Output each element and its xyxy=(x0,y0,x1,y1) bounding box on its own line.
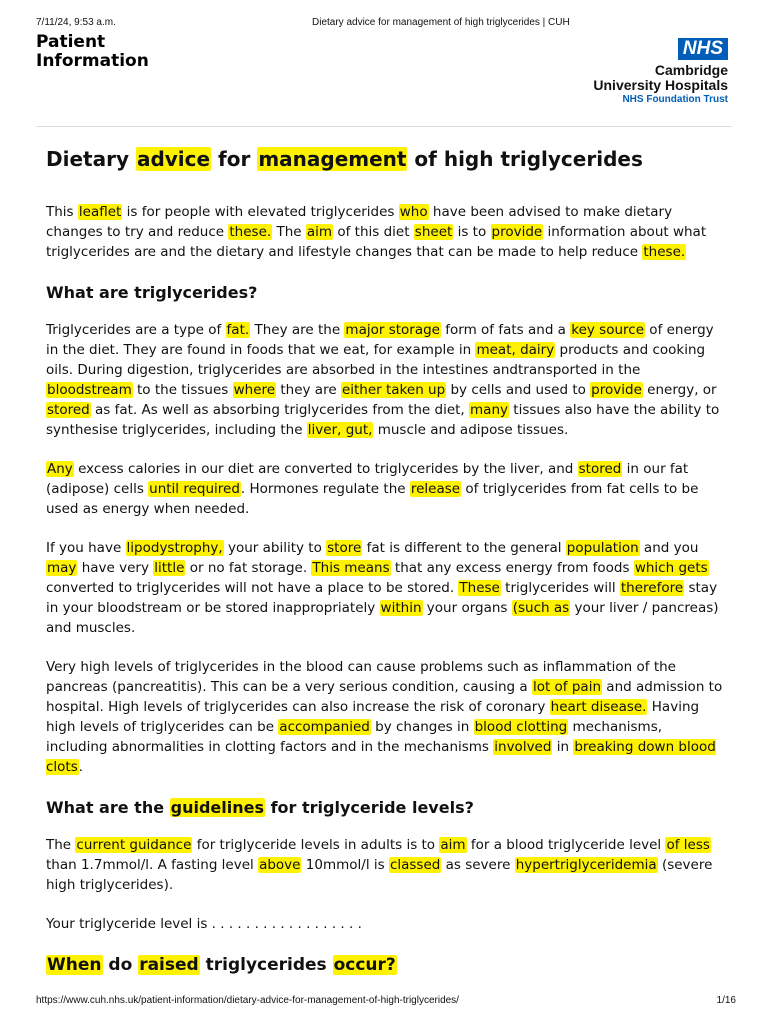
highlighted-text: either taken up xyxy=(341,382,446,398)
text-run: for xyxy=(211,147,258,171)
highlighted-text: These xyxy=(459,580,500,596)
text-run: and admission to hospital. High levels of triglycerides can also increase the risk of coronary xyxy=(46,679,723,715)
text-run: have been advised to make dietary changes to try and reduce xyxy=(46,204,673,240)
print-page-title: Dietary advice for management of high triglycerides | CUH xyxy=(312,17,570,28)
highlighted-text: these. xyxy=(229,224,272,240)
highlighted-text: When xyxy=(47,955,102,975)
text-run: stay in your bloodstream or be stored inappropriately xyxy=(46,580,718,616)
text-run: Very high levels of triglycerides in the blood can cause problems such as inflammation of the pancreas (pancreatitis). This can be a very serious condition, causing a xyxy=(46,659,676,695)
text-run: information about what triglycerides are and the dietary and lifestyle changes that can be made to help reduce xyxy=(46,224,707,260)
section-line2: Information xyxy=(36,51,149,71)
highlighted-text: advice xyxy=(136,147,211,171)
highlighted-text: little xyxy=(154,560,185,576)
highlighted-text: involved xyxy=(494,739,552,755)
article-content xyxy=(46,140,726,976)
text-run: muscle and adipose tissues. xyxy=(373,422,569,438)
text-run: Having high levels of triglycerides can be xyxy=(46,699,700,735)
org-name-line3: NHS Foundation Trust xyxy=(622,94,728,105)
text-run: do xyxy=(102,955,139,975)
highlighted-text: raised xyxy=(139,955,199,975)
paragraph-triglycerides-definition xyxy=(46,320,726,440)
print-datetime: 7/11/24, 9:53 a.m. xyxy=(36,17,116,28)
highlighted-text: breaking down blood clots xyxy=(46,739,716,775)
text-run: The xyxy=(46,837,76,853)
page-url-link[interactable]: https://www.cuh.nhs.uk/patient-information/dietary-advice-for-management-of-high-triglycerides/ xyxy=(36,995,459,1006)
highlighted-text: blood clotting xyxy=(474,719,568,735)
text-run: of high triglycerides xyxy=(407,147,643,171)
text-run: tissues also have the ability to synthesise triglycerides, including the xyxy=(46,402,720,438)
highlighted-text: where xyxy=(233,382,276,398)
org-name-line1: Cambridge xyxy=(654,62,728,78)
highlighted-text: aim xyxy=(440,837,466,853)
highlighted-text: heart disease. xyxy=(550,699,647,715)
text-run: The xyxy=(272,224,306,240)
highlighted-text: who xyxy=(399,204,428,220)
text-run: in xyxy=(552,739,574,755)
text-run: as severe xyxy=(441,857,515,873)
page-number: 1/16 xyxy=(716,995,736,1006)
text-run: in our fat (adipose) cells xyxy=(46,461,689,497)
highlighted-text: guidelines xyxy=(170,798,264,817)
text-run: energy, or xyxy=(642,382,717,398)
highlighted-text: fat. xyxy=(226,322,250,338)
section-line1: Patient xyxy=(36,32,106,52)
patient-information-heading xyxy=(36,33,149,71)
text-run: your liver / pancreas) and muscles. xyxy=(46,600,719,636)
highlighted-text: bloodstream xyxy=(47,382,132,398)
text-run: They are the xyxy=(250,322,345,338)
text-run: for triglyceride levels? xyxy=(265,798,474,817)
text-run: excess calories in our diet are converted to triglycerides by the liver, and xyxy=(73,461,578,477)
text-run: of energy in the diet. They are found in foods that we eat, for example in xyxy=(46,322,714,358)
text-run: triglycerides will xyxy=(500,580,620,596)
highlighted-text: store xyxy=(327,540,362,556)
highlighted-text: stored xyxy=(578,461,622,477)
highlighted-text: may xyxy=(47,560,77,576)
text-run: by changes in xyxy=(370,719,474,735)
highlighted-text: meat, dairy xyxy=(476,342,555,358)
highlighted-text: lipodystrophy, xyxy=(126,540,223,556)
text-run: triglycerides xyxy=(199,955,333,975)
text-run: What are triglycerides? xyxy=(46,283,258,302)
text-run: for triglyceride levels in adults is to xyxy=(192,837,440,853)
text-run: than 1.7mmol/l. A fasting level xyxy=(46,857,259,873)
text-run: . xyxy=(78,759,84,775)
text-run: (severe high triglycerides). xyxy=(46,857,713,893)
highlighted-text: lot of pain xyxy=(532,679,602,695)
text-run: Triglycerides are a type of xyxy=(46,322,226,338)
highlighted-text: classed xyxy=(389,857,441,873)
highlighted-text: key source xyxy=(571,322,645,338)
text-run: they are xyxy=(276,382,341,398)
highlighted-text: sheet xyxy=(414,224,453,240)
text-run: converted to triglycerides will not have a place to be stored. xyxy=(46,580,459,596)
text-run: as fat. As well as absorbing triglycerides from the diet, xyxy=(90,402,470,418)
hospital-logo[interactable] xyxy=(593,38,728,106)
highlighted-text: This means xyxy=(312,560,390,576)
text-run: Your triglyceride level is . . . . . . . . . . . . . . . . . . xyxy=(46,916,362,932)
highlighted-text: within xyxy=(380,600,422,616)
text-run: fat is different to the general xyxy=(362,540,566,556)
org-name-line2: University Hospitals xyxy=(593,77,728,93)
text-run: form of fats and a xyxy=(440,322,571,338)
highlighted-text: Any xyxy=(47,461,73,477)
text-run: or no fat storage. xyxy=(185,560,312,576)
text-run: your ability to xyxy=(223,540,327,556)
text-run: of this diet xyxy=(333,224,414,240)
text-run: have very xyxy=(77,560,154,576)
highlighted-text: provide xyxy=(591,382,642,398)
text-run: mechanisms, including abnormalities in clotting factors and in the mechanisms xyxy=(46,719,663,755)
highlighted-text: current guidance xyxy=(76,837,192,853)
highlighted-text: therefore xyxy=(620,580,684,596)
highlighted-text: accompanied xyxy=(279,719,370,735)
highlighted-text: of less xyxy=(666,837,710,853)
text-run: that any excess energy from foods xyxy=(390,560,634,576)
highlighted-text: provide xyxy=(491,224,543,240)
paragraph-guidelines xyxy=(46,835,726,895)
text-run: products and cooking oils. During digestion, triglycerides are absorbed in the intestines andtransported in the xyxy=(46,342,706,378)
page-title xyxy=(46,146,726,172)
paragraph-high-levels-risks xyxy=(46,657,726,777)
intro-paragraph xyxy=(46,202,726,262)
text-run: of triglycerides from fat cells to be used as energy when needed. xyxy=(46,481,699,517)
triglyceride-level-fill-in xyxy=(46,914,726,934)
text-run: is to xyxy=(453,224,491,240)
text-run: to the tissues xyxy=(132,382,233,398)
text-run: your organs xyxy=(422,600,512,616)
highlighted-text: liver, gut, xyxy=(307,422,373,438)
text-run: Dietary xyxy=(46,147,136,171)
highlighted-text: many xyxy=(470,402,508,418)
highlighted-text: hypertriglyceridemia xyxy=(515,857,657,873)
highlighted-text: management xyxy=(258,147,407,171)
text-run: for a blood triglyceride level xyxy=(466,837,666,853)
nhs-logo-icon: NHS xyxy=(678,38,728,60)
header-divider xyxy=(36,126,732,127)
highlighted-text: major storage xyxy=(345,322,440,338)
text-run: is for people with elevated triglycerides xyxy=(122,204,399,220)
text-run: If you have xyxy=(46,540,126,556)
text-run: This xyxy=(46,204,78,220)
section-heading-guidelines xyxy=(46,797,726,819)
paragraph-excess-calories xyxy=(46,459,726,519)
highlighted-text: these. xyxy=(643,244,686,260)
text-run: . Hormones regulate the xyxy=(240,481,410,497)
highlighted-text: (such as xyxy=(512,600,570,616)
text-run: by cells and used to xyxy=(446,382,591,398)
paragraph-lipodystrophy xyxy=(46,538,726,638)
text-run: and you xyxy=(639,540,699,556)
highlighted-text: until required xyxy=(149,481,240,497)
highlighted-text: stored xyxy=(47,402,90,418)
highlighted-text: aim xyxy=(306,224,333,240)
text-run: 10mmol/l is xyxy=(301,857,389,873)
highlighted-text: which gets xyxy=(634,560,708,576)
text-run: What are the xyxy=(46,798,170,817)
highlighted-text: population xyxy=(566,540,639,556)
section-heading-when-raised xyxy=(46,954,726,976)
highlighted-text: release xyxy=(410,481,461,497)
highlighted-text: occur? xyxy=(333,955,396,975)
highlighted-text: leaflet xyxy=(78,204,122,220)
print-footer xyxy=(0,995,768,1009)
highlighted-text: above xyxy=(259,857,301,873)
print-header xyxy=(0,17,768,31)
section-heading-what-are-triglycerides xyxy=(46,282,726,304)
